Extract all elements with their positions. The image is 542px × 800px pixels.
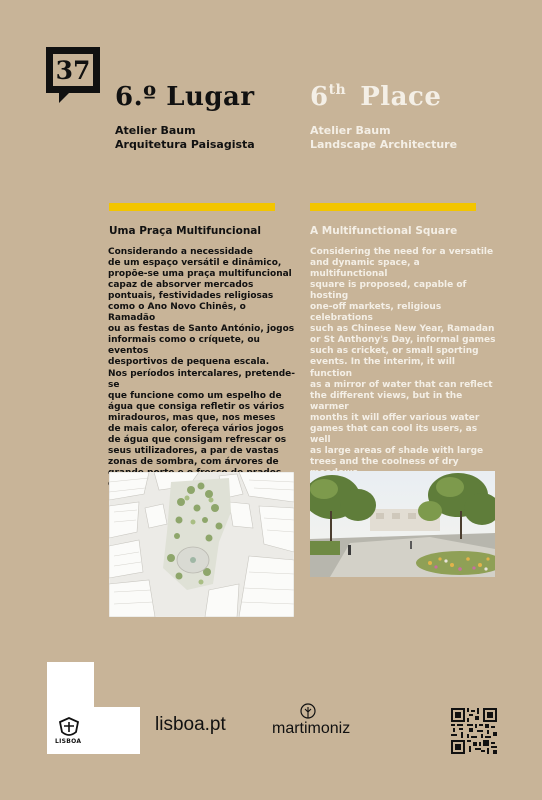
render-image — [310, 471, 495, 577]
lisboa-logo-text: LISBOA — [55, 738, 82, 745]
section-title-en: A Multifunctional Square — [310, 225, 458, 237]
body-line: seus utilizadores, a par de vastas — [108, 445, 279, 456]
body-line: one-off markets, religious celebrations — [310, 302, 442, 324]
lisboa-url-link[interactable]: lisboa.pt — [155, 714, 226, 735]
author-en — [310, 124, 457, 152]
author-pt-line2: Arquitetura Paisagista — [115, 138, 255, 151]
body-line: água que consiga refletir os vários — [108, 401, 285, 412]
heading-en-word: Place — [360, 82, 442, 112]
author-en-line1: Atelier Baum — [310, 124, 391, 137]
body-line: Considerando a necessidade — [108, 247, 253, 257]
martimoniz-logo-text: martimoniz — [272, 720, 351, 737]
qr-code-icon[interactable] — [451, 708, 497, 754]
body-line: Considering the need for a versatile — [310, 247, 494, 257]
body-line: Nos períodos intercalares, pretende-se — [108, 368, 296, 390]
body-line: square is proposed, capable of hosting — [310, 280, 467, 302]
author-pt-line1: Atelier Baum — [115, 124, 196, 137]
project-number: 37 — [55, 55, 91, 85]
lisboa-emblem-icon — [56, 716, 82, 746]
heading-pt: 6.º Lugar — [115, 82, 255, 112]
body-line: de um espaço versátil e dinâmico, — [108, 258, 282, 269]
body-line: and dynamic space, a multifunctional — [310, 258, 420, 280]
heading-en — [310, 82, 441, 112]
section-title-pt: Uma Praça Multifuncional — [109, 225, 261, 237]
project-number-badge — [46, 47, 100, 93]
body-line: such as cricket, or small sporting — [310, 346, 479, 357]
body-line: miradouros, mas que, nos meses — [108, 412, 276, 423]
body-line: pontuais, festividades religiosas — [108, 291, 274, 302]
body-line: months it will offer various water — [310, 412, 480, 423]
lisboa-logo-cutout — [94, 662, 140, 707]
body-text-pt — [108, 247, 296, 490]
body-line: trees and the coolness of dry — [310, 456, 459, 467]
author-pt — [115, 124, 255, 152]
author-en-line2: Landscape Architecture — [310, 138, 458, 151]
tree-icon — [299, 703, 317, 721]
body-text-en — [310, 247, 496, 479]
body-line: capaz de absorver mercados — [108, 280, 254, 291]
body-line: as large areas of shade with large — [310, 445, 484, 456]
badge-tail — [59, 93, 69, 103]
body-line: zonas de sombra, com árvores de — [108, 456, 279, 467]
body-line: de água que consigam refrescar os — [108, 434, 287, 445]
body-line: games that can cool its users, as well — [310, 423, 478, 445]
body-line: como o Ano Novo Chinês, o Ramadão — [108, 302, 246, 324]
body-line: informais como o críquete, ou eventos — [108, 335, 260, 357]
body-line: de mais calor, ofereça vários jogos — [108, 423, 284, 434]
heading-en-suffix: th — [328, 82, 347, 98]
accent-bar-en — [310, 203, 476, 211]
body-line: propõe-se uma praça multifuncional — [108, 269, 292, 280]
body-line: ou as festas de Santo António, jogos — [108, 324, 295, 335]
body-line: such as Chinese New Year, Ramadan — [310, 324, 495, 335]
body-line: as a mirror of water that can reflect — [310, 379, 493, 390]
body-line: events. In the interim, it will function — [310, 357, 455, 379]
body-line: or St Anthony's Day, informal games — [310, 335, 496, 346]
body-line: desportivos de pequena escala. — [108, 357, 270, 368]
body-line: the different views, but in the warmer — [310, 390, 463, 412]
heading-en-number: 6 — [310, 82, 329, 112]
accent-bar-pt — [109, 203, 275, 211]
site-plan-image — [109, 472, 294, 617]
body-line: que funcione como um espelho de — [108, 390, 282, 401]
